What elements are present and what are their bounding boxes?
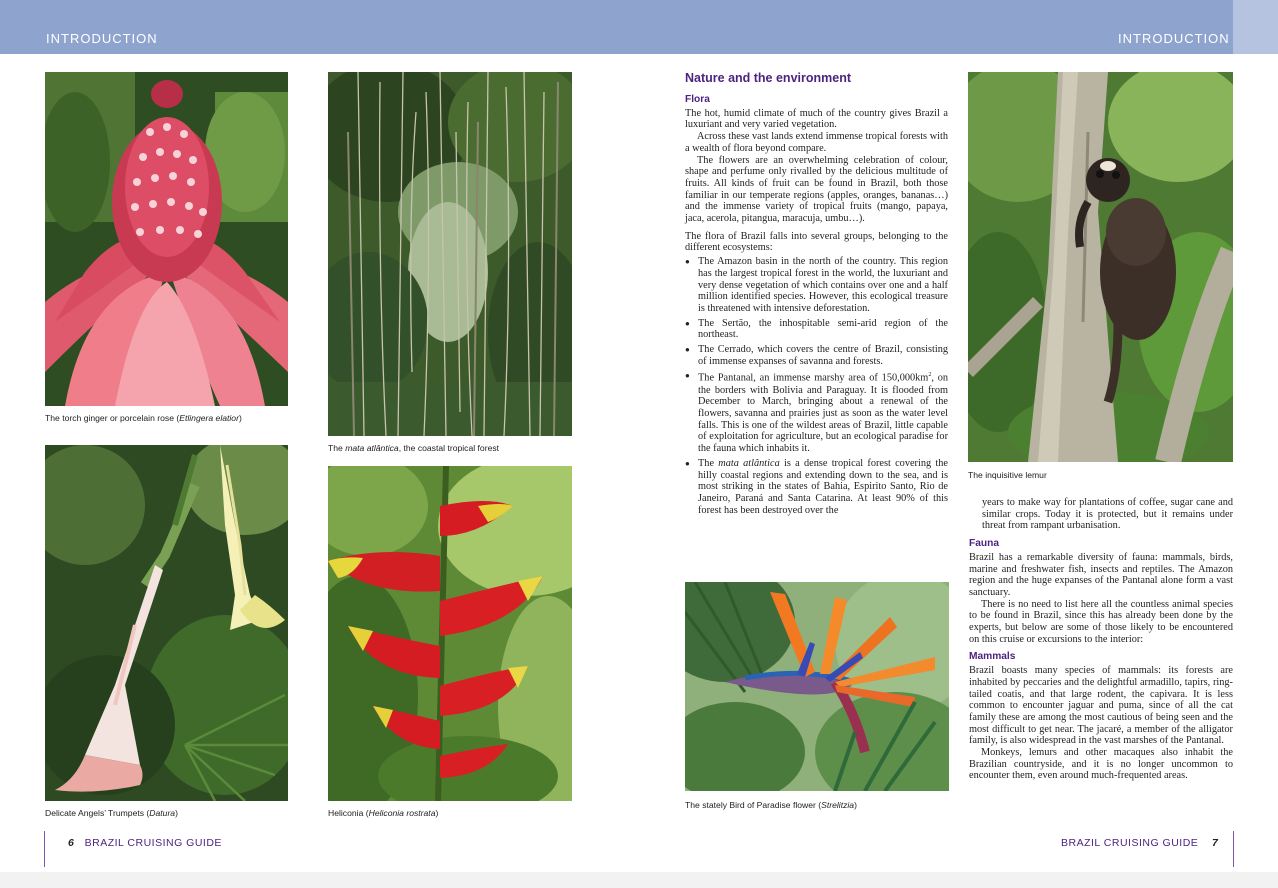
list-item: ● The Cerrado, which covers the centre of Brazil, consisting of immense expanses of savanna and forests. — [685, 344, 948, 367]
mammals-paragraph-2: Monkeys, lemurs and other macaques also inhabit the Brazilian countryside, and it is no longer uncommon to encounter them, even around much-frequented areas. — [969, 747, 1233, 782]
heliconia-caption: Heliconia (Heliconia rostrata) — [328, 808, 439, 818]
footer-right — [1061, 837, 1218, 849]
footer-left — [68, 837, 222, 849]
footer-title-right: BRAZIL CRUISING GUIDE — [1061, 837, 1199, 849]
flora-paragraph-2: Across these vast lands extend immense tropical forests with a wealth of flora beyond compare. — [685, 131, 948, 154]
running-head-left: INTRODUCTION — [46, 31, 158, 46]
article-column-2 — [969, 497, 1233, 782]
mata-continuation: years to make way for plantations of coffee, sugar cane and similar crops. Today it is protected, but it remains under threat from rampant urbanisation. — [982, 497, 1233, 532]
mammals-heading: Mammals — [969, 651, 1016, 663]
flora-paragraph-1: The hot, humid climate of much of the country gives Brazil a luxuriant and very varied vegetation. — [685, 107, 948, 131]
section-title: Nature and the environment — [685, 71, 851, 85]
list-item: ● The Sertão, the inhospitable semi-arid region of the northeast. — [685, 318, 948, 341]
article-column-1 — [685, 90, 948, 519]
heliconia-photo — [328, 466, 572, 801]
lemur-photo — [968, 72, 1233, 462]
header-band-edge — [1233, 0, 1278, 54]
footer-rule-left — [44, 831, 45, 867]
mammals-paragraph-1: Brazil boasts many species of mammals: its forests are inhabited by peccaries and the delightful armadillo, tapirs, ring-tailed coatis, and that large rodent, the capivara. It is less common to encounter jaguar and puma, since of all the cat family these are among the most cautious of being seen and the most difficult to get near. The jacaré, a member of the alligator family, is also widespread in the vast marshes of the Pantanal. — [969, 665, 1233, 747]
torch-ginger-photo — [45, 72, 288, 406]
angels-trumpets-caption: Delicate Angels’ Trumpets (Datura) — [45, 808, 178, 818]
coastal-forest-photo — [328, 72, 572, 436]
page-number-left: 6 — [68, 837, 75, 849]
flora-paragraph-3: The flowers are an overwhelming celebration of colour, shape and perfume only rivalled by the delicious multitude of fruits. All kinds of fruit can be found in Brazil, both those familiar in our temperate regions (apples, oranges, bananas…) and the immense variety of tropical fruits (mango, papaya, jaca, acerola, pitangua, maracuja, umbu…). — [685, 154, 948, 225]
list-item: ● The Amazon basin in the north of the country. This region has the largest tropical forest in the world, the luxuriant and very dense vegetation of which contains over one and a half million identified species. However, this ecological treasure is threatened with intensive deforestation. — [685, 256, 948, 315]
page-number-right: 7 — [1211, 837, 1219, 849]
coastal-forest-caption: The mata atlântica, the coastal tropical forest — [328, 443, 500, 453]
angels-trumpets-photo — [45, 445, 288, 801]
lemur-caption: The inquisitive lemur — [968, 470, 1047, 480]
list-item: ● The Pantanal, an immense marshy area of $150,000km^2$, on the borders with Bolivia and Paraguay. It is flooded from December to March, bringing about a renewal of the flowers, savanna and prairies just as soon as the water level falls. This is one of the wildest areas of Brazil, little capable of exploitation for agriculture, but an ecological paradise for the fauna which inhabits it. — [685, 370, 948, 454]
running-head-right: INTRODUCTION — [1118, 31, 1230, 46]
bird-of-paradise-caption: The stately Bird of Paradise flower (Strelitzia) — [685, 800, 857, 810]
ecosystem-list — [685, 256, 948, 516]
fauna-paragraph-2: There is no need to list here all the countless animal species to be found in Brazil, since this has already been done by the experts, but below are some of those likely to be encountered on this cruise or excursions to the interior: — [969, 598, 1233, 645]
fauna-heading: Fauna — [969, 538, 1000, 550]
flora-paragraph-4: The flora of Brazil falls into several groups, belonging to the different ecosystems: — [685, 230, 948, 254]
footer-rule-right — [1233, 831, 1234, 867]
flora-heading: Flora — [685, 94, 710, 105]
footer-title-left: BRAZIL CRUISING GUIDE — [84, 837, 222, 849]
bird-of-paradise-photo — [685, 582, 949, 791]
fauna-paragraph-1: Brazil has a remarkable diversity of fauna: mammals, birds, marine and freshwater fish, insects and reptiles. The Amazon region and the huge expanses of the Pantanal alone form a vast sanctuary. — [969, 551, 1233, 598]
list-item: ● The mata atlântica is a dense tropical forest covering the hilly coastal regions and extending down to the sea, and is most striking in the states of Bahia, Espirito Santo, Rio de Janeiro, Paraná and Santa Catarina. At least 90% of this forest has been destroyed over the — [685, 458, 948, 517]
torch-ginger-caption: The torch ginger or porcelain rose (Etlingera elatior) — [45, 413, 242, 423]
